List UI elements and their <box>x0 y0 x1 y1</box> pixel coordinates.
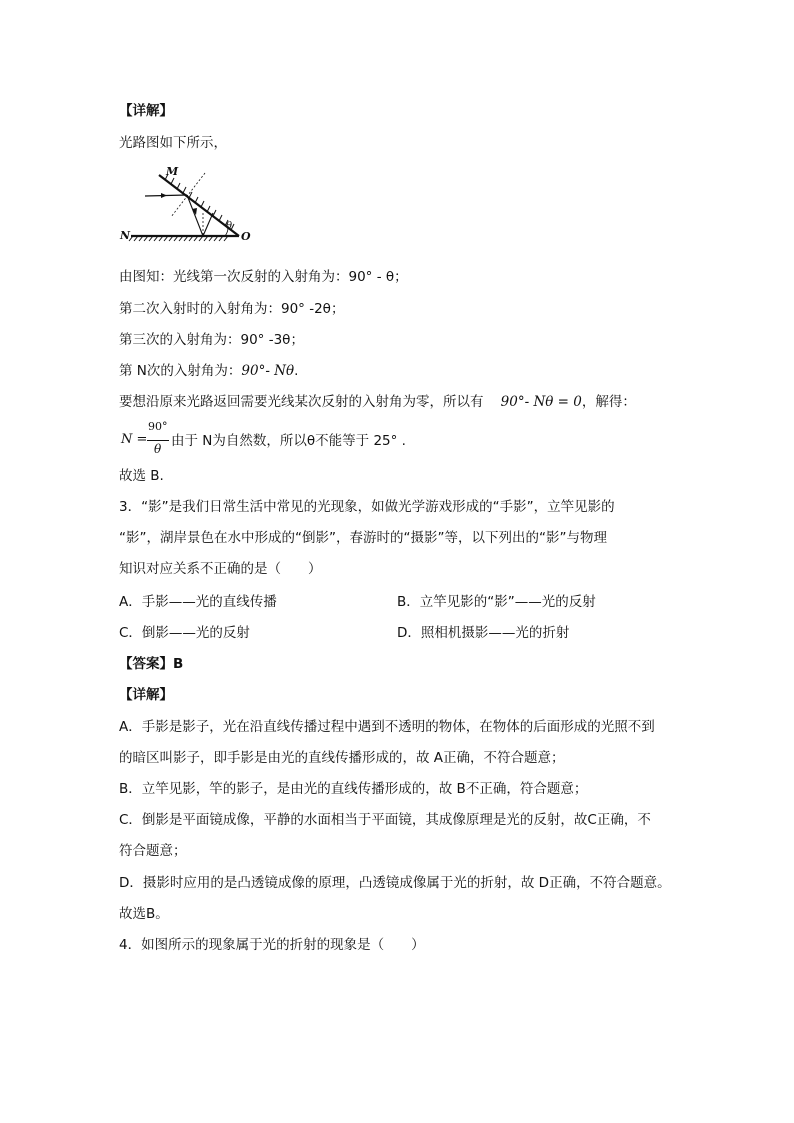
fraction-bar <box>147 440 169 441</box>
detail-line-1: 由图知：光线第一次反射的入射角为：90° - θ； <box>119 269 408 285</box>
detail-line-4-end: . <box>294 363 299 379</box>
q3-detail-line: 符合题意； <box>119 843 187 859</box>
q3-detail-line: D．摄影时应用的是凸透镜成像的原理，凸透镜成像属于光的折射，故 D正确，不符合题意。 <box>119 875 671 891</box>
q3-stem-line-2: “影”，湖岸景色在水中形成的“倒影”，春游时的“摄影”等，以下列出的“影”与物理 <box>119 530 607 546</box>
q3-option-b: B．立竿见影的“影”——光的反射 <box>397 594 596 610</box>
formula-incidence-angle: 90°- Nθ <box>241 363 295 379</box>
formula-n-lhs: N = <box>121 432 148 447</box>
q3-option-a: A．手影——光的直线传播 <box>119 594 277 610</box>
formula-zero-condition: 90°- Nθ = 0 <box>500 394 582 410</box>
detail-intro: 光路图如下所示， <box>119 135 227 151</box>
detail-line-4 <box>119 362 298 380</box>
detail-conclusion: 故选 B. <box>119 468 164 484</box>
detail-line-5-end: ，解得： <box>581 394 636 410</box>
formula-numerator: 90° <box>148 420 168 433</box>
diagram-label-theta: θ <box>226 221 233 232</box>
detail-line-5-text: 要想沿原来光路返回需要光线某次反射的入射角为零，所以有 <box>119 394 484 410</box>
q3-answer: 【答案】B <box>119 656 184 672</box>
detail-line-2: 第二次入射时的入射角为：90° -2θ； <box>119 301 345 317</box>
q3-option-d: D．照相机摄影——光的折射 <box>397 625 570 641</box>
formula-denominator: θ <box>154 442 162 456</box>
diagram-label-m: M <box>166 165 179 178</box>
diagram-label-o: O <box>241 230 251 243</box>
light-path-diagram <box>117 163 257 243</box>
q3-detail-line: C．倒影是平面镜成像，平静的水面相当于平面镜，其成像原理是光的反射，故C正确，不 <box>119 812 651 828</box>
q3-detail-line: 故选B。 <box>119 906 169 922</box>
q3-stem-line-3: 知识对应关系不正确的是（ ） <box>119 561 322 577</box>
q4-stem-line-1: 4．如图所示的现象属于光的折射的现象是（ ） <box>119 937 425 953</box>
q3-option-c: C．倒影——光的反射 <box>119 625 250 641</box>
diagram-label-n: N <box>120 229 131 242</box>
detail-line-4-text: 第 N次的入射角为： <box>119 363 242 379</box>
detail-heading: 【详解】 <box>119 103 173 119</box>
q3-detail-line: 的暗区叫影子，即手影是由光的直线传播形成的，故 A正确，不符合题意； <box>119 750 565 766</box>
q3-detail-line: B．立竿见影，竿的影子，是由光的直线传播形成的，故 B不正确，符合题意； <box>119 781 588 797</box>
q3-detail-line: A．手影是影子，光在沿直线传播过程中遇到不透明的物体，在物体的后面形成的光照不到 <box>119 719 655 735</box>
q3-stem-line-1: 3．“影”是我们日常生活中常见的光现象，如做光学游戏形成的“手影”，立竿见影的 <box>119 499 615 515</box>
detail-line-5 <box>119 393 636 411</box>
q3-detail-heading: 【详解】 <box>119 687 173 703</box>
detail-line-6: 由于 N为自然数，所以θ不能等于 25° . <box>171 433 406 449</box>
detail-line-3: 第三次的入射角为：90° -3θ； <box>119 332 304 348</box>
